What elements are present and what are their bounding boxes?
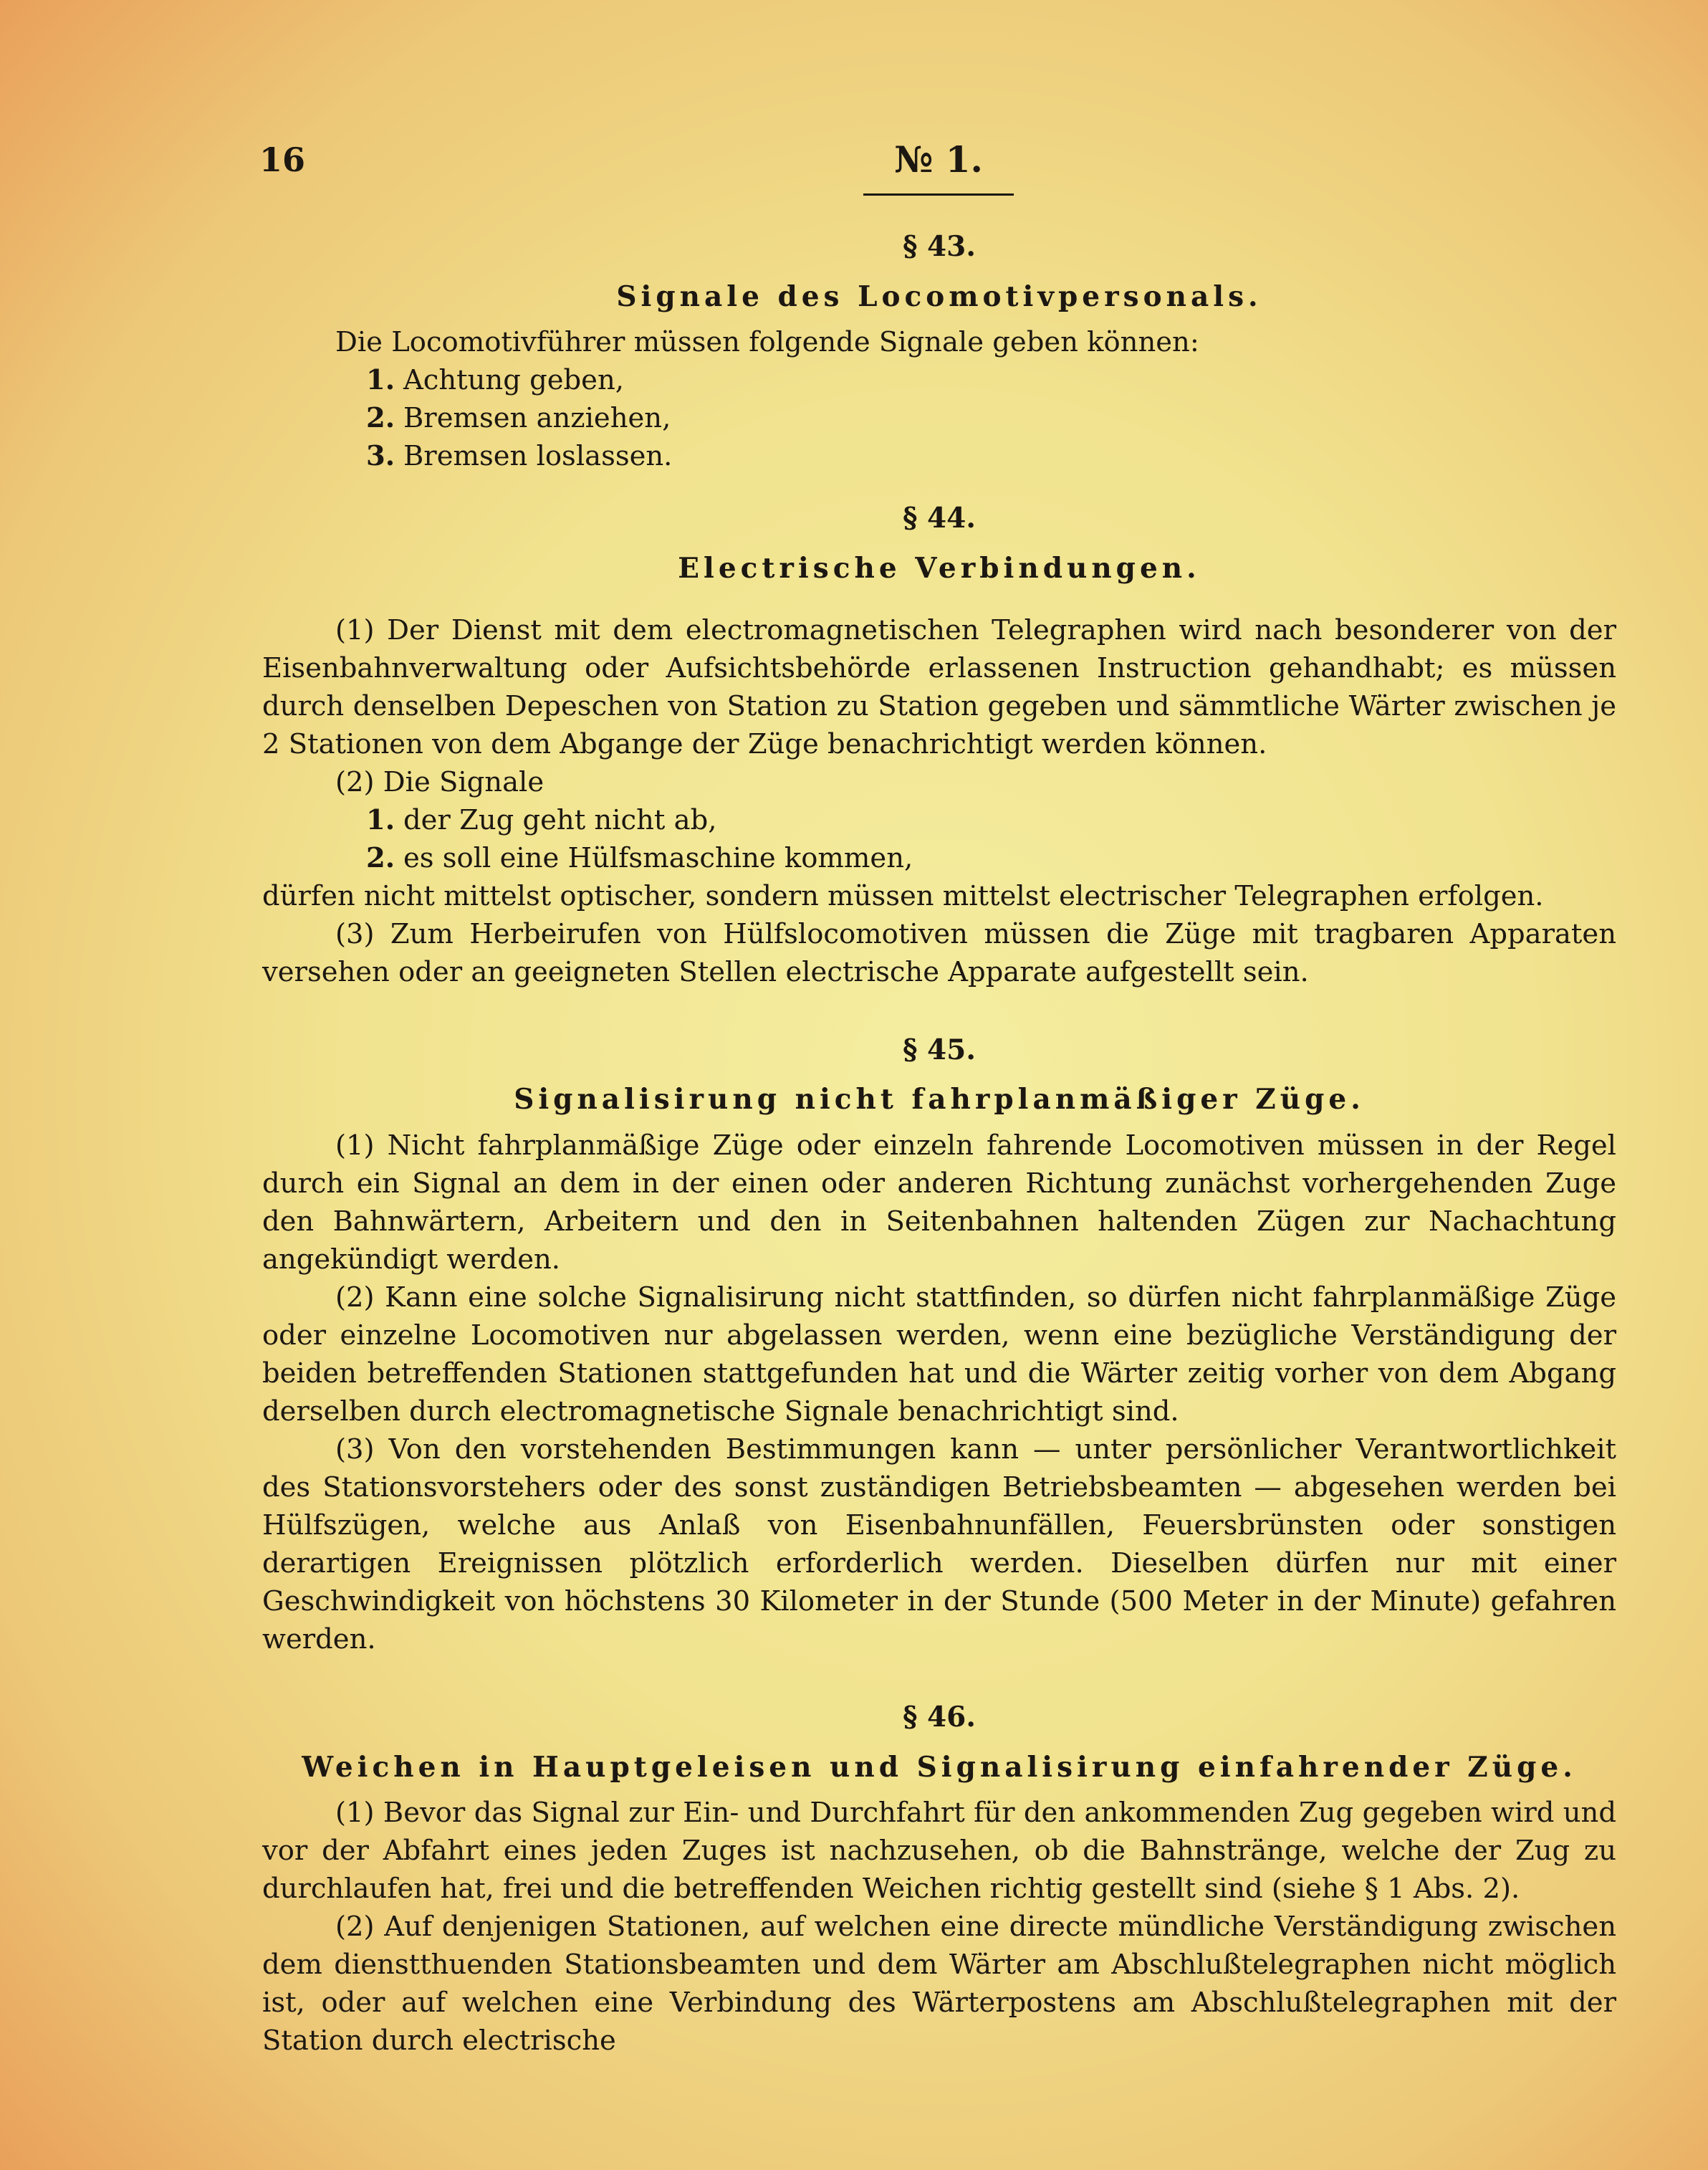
section-intro: Die Locomotivführer müssen folgende Signale geben können: <box>335 326 1199 359</box>
list-item-number: 1. <box>366 803 395 836</box>
signal-list <box>262 801 1616 877</box>
paragraph: dürfen nicht mittelst optischer, sondern müssen mittelst electrischer Telegraphen erfolgen. <box>262 879 1544 912</box>
list-item <box>366 437 1616 475</box>
body-text <box>262 229 1616 2060</box>
paragraph: (2) Auf denjenigen Stationen, auf welchen eine directe mündliche Verständigung zwischen dem dienstthuenden Stationsbeamten und dem Wärter am Abschlußtelegraphen nicht möglich ist, oder auf welchen eine Verbindung des Wärterpostens am Abschlußtelegraphen mit der Station durch electrische <box>262 1911 1616 2057</box>
page-number: 16 <box>259 140 306 179</box>
paragraph-label: (2) Die Signale <box>335 765 544 798</box>
list-item <box>366 399 1616 437</box>
section-number: § 46. <box>903 1701 976 1734</box>
list-item <box>366 361 1616 399</box>
list-item-number: 1. <box>366 364 395 397</box>
list-item <box>366 801 1616 839</box>
list-item-text: es soll eine Hülfsmaschine kommen, <box>403 841 913 874</box>
list-item-number: 2. <box>366 402 395 435</box>
section-title: Weichen in Hauptgeleisen und Signalisirung einfahrender Züge. <box>302 1750 1577 1784</box>
paragraph: (3) Zum Herbeirufen von Hülfslocomotiven müssen die Züge mit tragbaren Apparaten versehen oder an geeigneten Stellen electrische Apparate aufgestellt sein. <box>262 917 1616 988</box>
list-item-text: Bremsen loslassen. <box>403 440 673 473</box>
section-46 <box>262 1700 1616 2060</box>
header-rule <box>863 193 1014 196</box>
section-number: § 43. <box>903 230 976 263</box>
list-item-number: 2. <box>366 841 395 874</box>
paragraph: (1) Der Dienst mit dem electromagnetischen Telegraphen wird nach besonderer von der Eisenbahnverwaltung oder Aufsichtsbehörde erlassenen Instruction gehandhabt; es müssen durch denselben Depeschen von Station zu Station gegeben und sämmtliche Wärter zwischen je 2 Stationen von dem Abgange der Züge benachrichtigt werden können. <box>262 613 1616 760</box>
list-item-text: Bremsen anziehen, <box>403 402 671 435</box>
paragraph: (1) Nicht fahrplanmäßige Züge oder einzeln fahrende Locomotiven müssen in der Regel durch ein Signal an dem in der einen oder anderen Richtung zunächst vorhergehenden Zuge den Bahnwärtern, Arbeitern und den in Seitenbahnen haltenden Zügen zur Nachachtung angekündigt werden. <box>262 1129 1616 1276</box>
signal-list <box>262 361 1616 475</box>
section-number: § 45. <box>903 1033 976 1066</box>
section-title: Electrische Verbindungen. <box>678 552 1201 585</box>
section-title: Signalisirung nicht fahrplanmäßiger Züge. <box>514 1083 1365 1117</box>
list-item <box>366 839 1616 877</box>
list-item-number: 3. <box>366 440 395 473</box>
list-item-text: Achtung geben, <box>403 364 624 397</box>
paragraph: (3) Von den vorstehenden Bestimmungen kann — unter persönlicher Verantwortlichkeit des Stationsvorstehers oder des sonst zuständigen Betriebsbeamten — abgesehen werden bei Hülfszügen, welche aus Anlaß von Eisenbahnunfällen, Feuersbrünsten oder sonstigen derartigen Ereignissen plötzlich erforderlich werden. Dieselben dürfen nur mit einer Geschwindigkeit von höchstens 30 Kilometer in der Stunde (500 Meter in der Minute) gefahren werden. <box>262 1433 1616 1656</box>
section-title: Signale des Locomotivpersonals. <box>616 279 1262 313</box>
section-number: § 44. <box>903 502 976 535</box>
paragraph: (1) Bevor das Signal zur Ein- und Durchfahrt für den ankommenden Zug gegeben wird und vor der Abfahrt eines jeden Zuges ist nachzusehen, ob die Bahnstränge, welche der Zug zu durchlaufen hat, frei und die betreffenden Weichen richtig gestellt sind (siehe § 1 Abs. 2). <box>262 1797 1616 1906</box>
section-45 <box>262 1033 1616 1658</box>
list-item-text: der Zug geht nicht ab, <box>403 803 717 836</box>
section-43 <box>262 229 1616 475</box>
section-44 <box>262 501 1616 990</box>
paragraph: (2) Kann eine solche Signalisirung nicht stattfinden, so dürfen nicht fahrplanmäßige Züge oder einzelne Locomotiven nur abgelassen werden, wenn eine bezügliche Verständigung der beiden betreffenden Stationen stattgefunden hat und die Wärter zeitig vorher von dem Abgang derselben durch electromagnetische Signale benachrichtigt sind. <box>262 1281 1616 1428</box>
issue-number: № 1. <box>894 138 983 181</box>
